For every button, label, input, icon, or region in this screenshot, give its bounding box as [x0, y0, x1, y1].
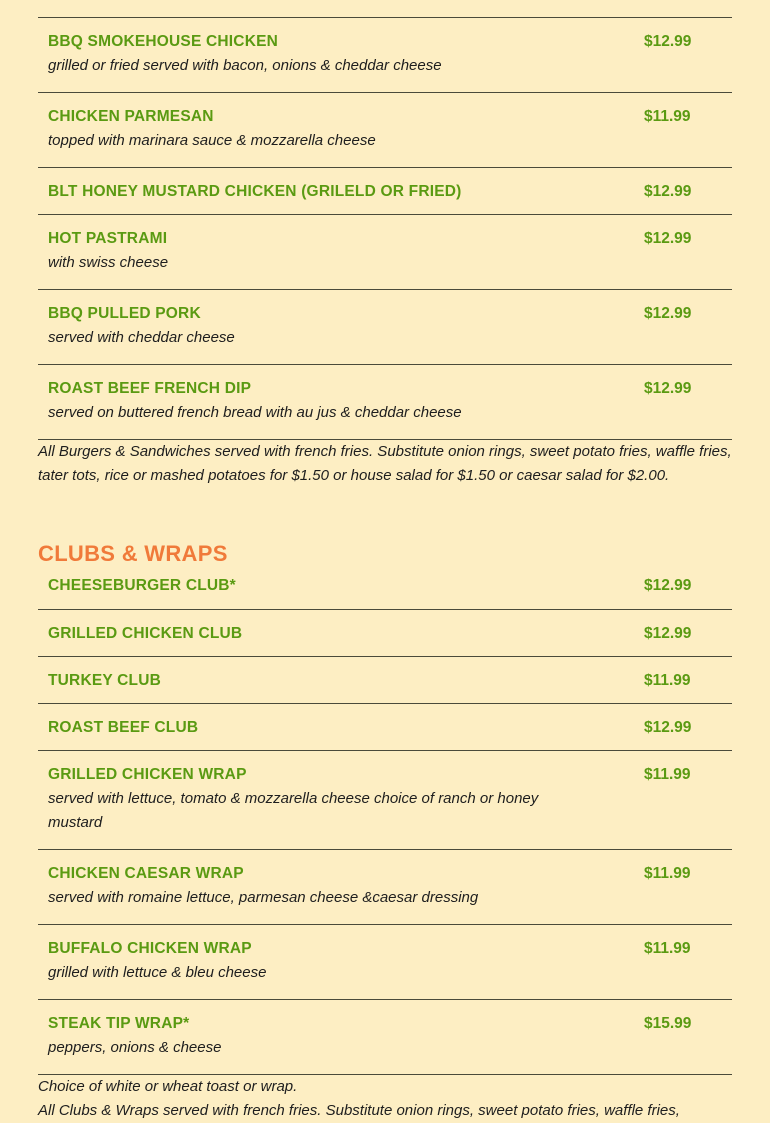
item-description: served with cheddar cheese — [48, 329, 235, 346]
item-name: CHICKEN PARMESAN — [48, 108, 214, 125]
menu-item — [38, 576, 732, 610]
menu-item — [38, 850, 732, 925]
menu-item — [38, 215, 732, 290]
menu-item — [38, 290, 732, 365]
burgers-sandwiches-section — [38, 0, 732, 1123]
item-name: BBQ PULLED PORK — [48, 305, 201, 322]
clubs-note-toast: Choice of white or wheat toast or wrap. — [38, 1078, 298, 1095]
clubs-note-sides: All Clubs & Wraps served with french fries. Substitute onion rings, sweet potato fries, waffle fries, — [38, 1102, 680, 1119]
menu-item — [38, 704, 732, 751]
menu-item — [38, 657, 732, 704]
item-description: topped with marinara sauce & mozzarella cheese — [48, 132, 376, 149]
item-price: $11.99 — [644, 865, 691, 882]
item-name: ROAST BEEF FRENCH DIP — [48, 380, 252, 397]
item-price: $15.99 — [644, 1015, 692, 1032]
burgers-note: All Burgers & Sandwiches served with french fries. Substitute onion rings, sweet potato fries, waffle fries, tater tots, rice or mashed potatoes for $1.50 or house salad for $1.50 or caesar salad for $2.00. — [38, 443, 732, 484]
menu-item — [38, 18, 732, 93]
item-name: BBQ SMOKEHOUSE CHICKEN — [48, 33, 279, 50]
item-price: $12.99 — [644, 719, 692, 736]
item-price: $11.99 — [644, 940, 691, 957]
item-name: GRILLED CHICKEN WRAP — [48, 766, 247, 783]
item-price: $12.99 — [644, 625, 692, 642]
item-price: $12.99 — [644, 305, 692, 322]
menu-item — [38, 1000, 732, 1075]
item-name: CHICKEN CAESAR WRAP — [48, 865, 244, 882]
item-name: CHEESEBURGER CLUB* — [48, 577, 236, 594]
item-price: $11.99 — [644, 766, 691, 783]
menu-item — [38, 610, 732, 657]
item-description: served with romaine lettuce, parmesan cheese &caesar dressing — [48, 889, 479, 906]
item-name: BLT HONEY MUSTARD CHICKEN (GRILELD OR FRIED) — [48, 183, 462, 200]
item-price: $11.99 — [644, 672, 691, 689]
item-description: served on buttered french bread with au jus & cheddar cheese — [48, 404, 462, 421]
item-description: with swiss cheese — [48, 254, 169, 271]
item-price: $12.99 — [644, 183, 692, 200]
item-name: GRILLED CHICKEN CLUB — [48, 625, 243, 642]
menu-item — [38, 751, 732, 850]
menu-item — [38, 93, 732, 168]
item-price: $12.99 — [644, 230, 692, 247]
item-name: ROAST BEEF CLUB — [48, 719, 199, 736]
item-description: grilled or fried served with bacon, onions & cheddar cheese — [48, 57, 442, 74]
menu-item — [38, 168, 732, 215]
item-name: BUFFALO CHICKEN WRAP — [48, 940, 252, 957]
item-description: grilled with lettuce & bleu cheese — [48, 964, 267, 981]
item-description: served with lettuce, tomato & mozzarella cheese choice of ranch or honey mustard — [48, 790, 539, 831]
item-description: peppers, onions & cheese — [48, 1039, 222, 1056]
item-name: TURKEY CLUB — [48, 672, 162, 689]
menu-item — [38, 365, 732, 440]
item-price: $11.99 — [644, 108, 691, 125]
item-name: HOT PASTRAMI — [48, 230, 168, 247]
section-heading: CLUBS & WRAPS — [38, 541, 228, 566]
item-price: $12.99 — [644, 33, 692, 50]
item-description — [48, 0, 588, 4]
item-price: $12.99 — [644, 577, 692, 594]
item-name: STEAK TIP WRAP* — [48, 1015, 190, 1032]
item-price: $12.99 — [644, 380, 692, 397]
menu-item — [38, 925, 732, 1000]
menu-item-top-partial — [38, 0, 732, 18]
